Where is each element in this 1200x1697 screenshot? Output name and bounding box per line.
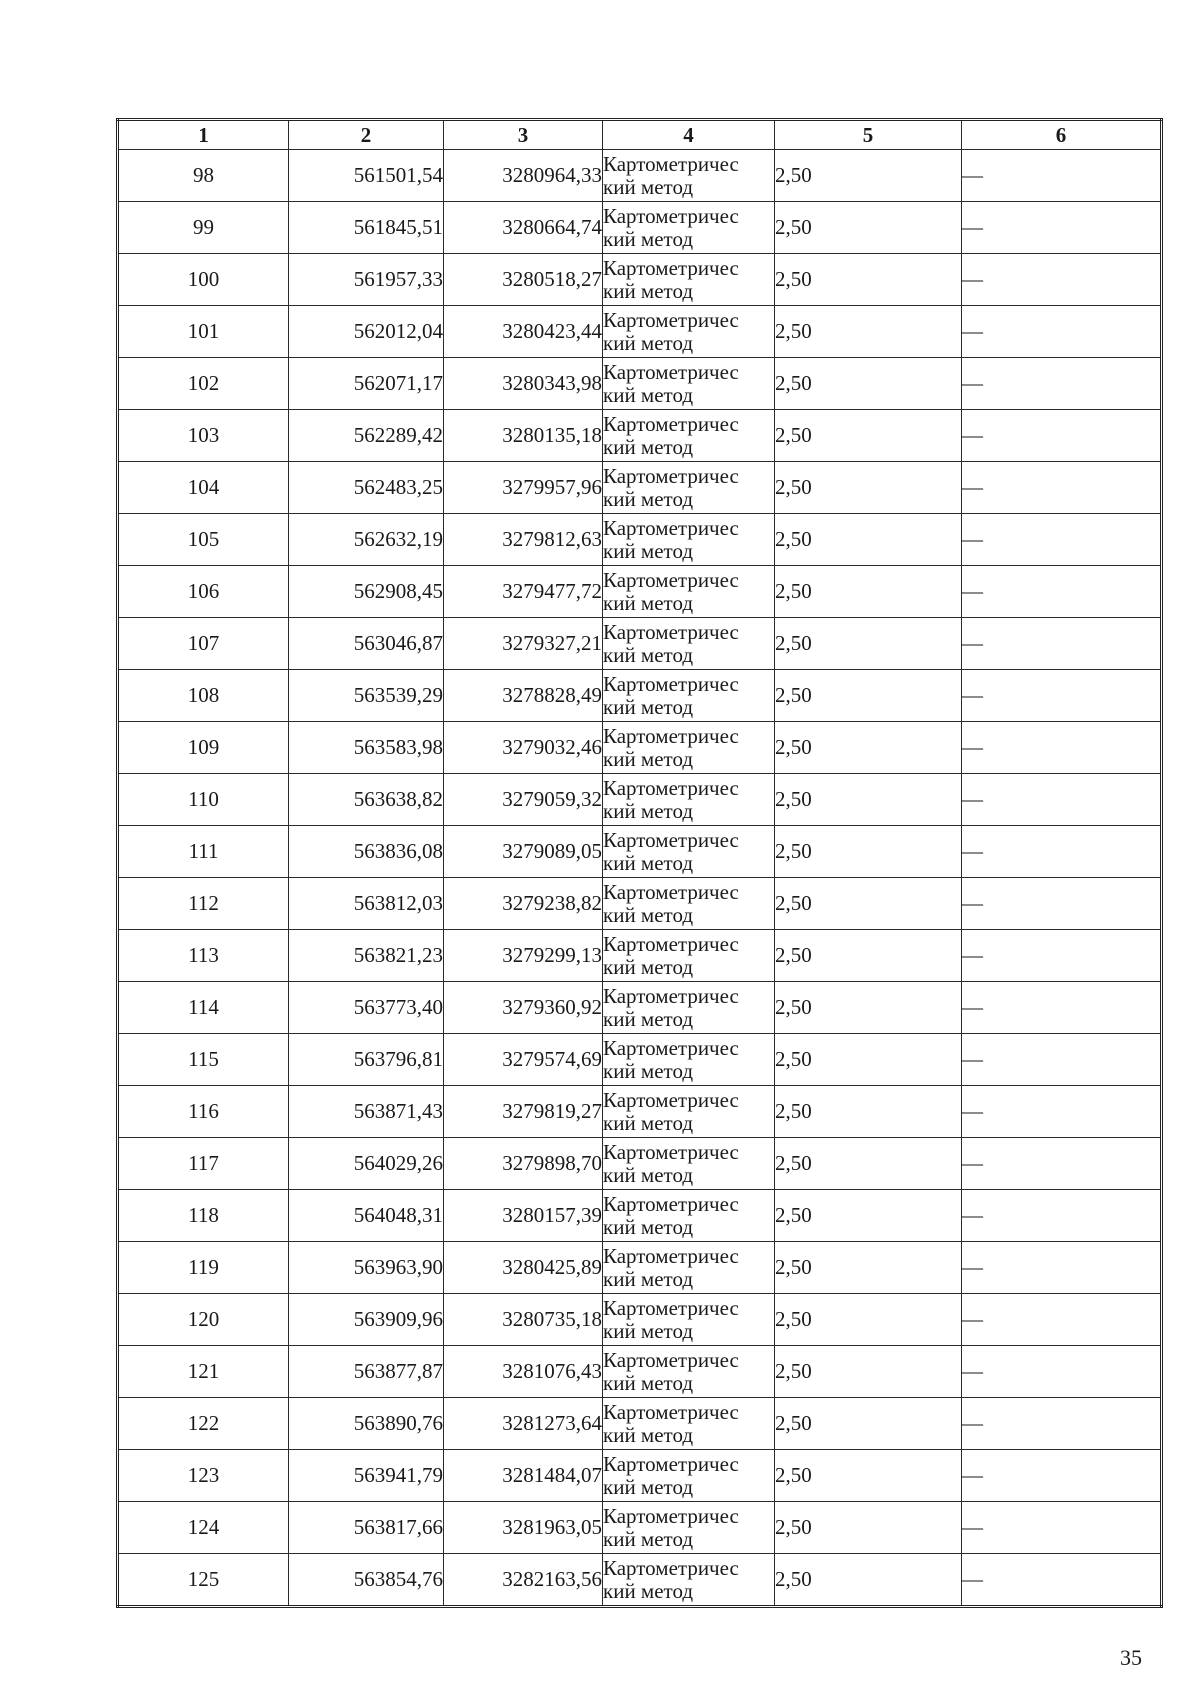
method-text-line: кий метод [603,850,694,875]
note-cell: — [962,462,1162,514]
y-coordinate-cell: 3282163,56 [444,1554,603,1607]
x-coordinate-cell: 564048,31 [289,1190,444,1242]
note-cell: — [962,358,1162,410]
method-cell [603,514,775,566]
point-number-cell: 109 [118,722,289,774]
table-row [118,1346,1162,1398]
column-header-2: 2 [289,120,444,150]
method-text-line: кий метод [603,1058,694,1083]
method-cell [603,1190,775,1242]
y-coordinate-cell: 3279299,13 [444,930,603,982]
accuracy-cell: 2,50 [775,1502,962,1554]
method-text-line: Картометричес [603,775,739,800]
accuracy-cell: 2,50 [775,878,962,930]
method-cell [603,254,775,306]
note-cell: — [962,722,1162,774]
table-row [118,254,1162,306]
method-cell [603,774,775,826]
x-coordinate-cell: 563871,43 [289,1086,444,1138]
accuracy-cell: 2,50 [775,566,962,618]
method-text-line: Картометричес [603,827,739,852]
method-cell [603,462,775,514]
method-text-line: Картометричес [603,879,739,904]
method-cell [603,1242,775,1294]
method-text-line: Картометричес [603,411,739,436]
note-cell: — [962,254,1162,306]
method-cell [603,1294,775,1346]
method-text-line: кий метод [603,1266,694,1291]
point-number-cell: 120 [118,1294,289,1346]
accuracy-cell: 2,50 [775,826,962,878]
x-coordinate-cell: 563941,79 [289,1450,444,1502]
note-cell: — [962,1294,1162,1346]
method-text-line: Картометричес [603,671,739,696]
method-text-line: Картометричес [603,1503,739,1528]
method-text-line: кий метод [603,486,694,511]
accuracy-cell: 2,50 [775,722,962,774]
method-text-line: Картометричес [603,1555,739,1580]
x-coordinate-cell: 561845,51 [289,202,444,254]
method-text-line: кий метод [603,330,694,355]
method-text-line: кий метод [603,1162,694,1187]
point-number-cell: 125 [118,1554,289,1607]
table-row [118,566,1162,618]
y-coordinate-cell: 3281273,64 [444,1398,603,1450]
point-number-cell: 104 [118,462,289,514]
coordinates-table [116,118,1163,1608]
point-number-cell: 119 [118,1242,289,1294]
table-row [118,202,1162,254]
accuracy-cell: 2,50 [775,306,962,358]
accuracy-cell: 2,50 [775,202,962,254]
note-cell: — [962,826,1162,878]
point-number-cell: 122 [118,1398,289,1450]
point-number-cell: 99 [118,202,289,254]
note-cell: — [962,306,1162,358]
point-number-cell: 112 [118,878,289,930]
note-cell: — [962,1502,1162,1554]
method-text-line: кий метод [603,382,694,407]
method-cell [603,358,775,410]
y-coordinate-cell: 3279574,69 [444,1034,603,1086]
method-cell [603,1346,775,1398]
x-coordinate-cell: 563890,76 [289,1398,444,1450]
table-row [118,1034,1162,1086]
method-text-line: Картометричес [603,359,739,384]
accuracy-cell: 2,50 [775,150,962,202]
accuracy-cell: 2,50 [775,410,962,462]
method-text-line: кий метод [603,798,694,823]
y-coordinate-cell: 3281484,07 [444,1450,603,1502]
point-number-cell: 113 [118,930,289,982]
accuracy-cell: 2,50 [775,1242,962,1294]
accuracy-cell: 2,50 [775,618,962,670]
point-number-cell: 100 [118,254,289,306]
method-text-line: Картометричес [603,307,739,332]
method-text-line: Картометричес [603,619,739,644]
accuracy-cell: 2,50 [775,930,962,982]
method-text-line: Картометричес [603,567,739,592]
accuracy-cell: 2,50 [775,1398,962,1450]
method-cell [603,930,775,982]
column-header-5: 5 [775,120,962,150]
x-coordinate-cell: 562012,04 [289,306,444,358]
method-text-line: Картометричес [603,1087,739,1112]
method-cell [603,566,775,618]
y-coordinate-cell: 3279360,92 [444,982,603,1034]
point-number-cell: 98 [118,150,289,202]
accuracy-cell: 2,50 [775,1294,962,1346]
x-coordinate-cell: 562483,25 [289,462,444,514]
table-row [118,410,1162,462]
note-cell: — [962,1138,1162,1190]
method-text-line: кий метод [603,954,694,979]
point-number-cell: 102 [118,358,289,410]
x-coordinate-cell: 563877,87 [289,1346,444,1398]
method-cell [603,618,775,670]
x-coordinate-cell: 562908,45 [289,566,444,618]
y-coordinate-cell: 3279032,46 [444,722,603,774]
note-cell: — [962,202,1162,254]
method-text-line: Картометричес [603,255,739,280]
point-number-cell: 116 [118,1086,289,1138]
note-cell: — [962,1034,1162,1086]
method-text-line: Картометричес [603,723,739,748]
y-coordinate-cell: 3278828,49 [444,670,603,722]
y-coordinate-cell: 3281076,43 [444,1346,603,1398]
header-row [118,120,1162,150]
method-text-line: Картометричес [603,151,739,176]
point-number-cell: 106 [118,566,289,618]
method-text-line: кий метод [603,1214,694,1239]
note-cell: — [962,1242,1162,1294]
table-row [118,774,1162,826]
method-text-line: Картометричес [603,1347,739,1372]
x-coordinate-cell: 563796,81 [289,1034,444,1086]
note-cell: — [962,1346,1162,1398]
note-cell: — [962,1450,1162,1502]
accuracy-cell: 2,50 [775,358,962,410]
x-coordinate-cell: 563638,82 [289,774,444,826]
x-coordinate-cell: 563836,08 [289,826,444,878]
y-coordinate-cell: 3280343,98 [444,358,603,410]
method-cell [603,1554,775,1607]
y-coordinate-cell: 3279812,63 [444,514,603,566]
accuracy-cell: 2,50 [775,254,962,306]
note-cell: — [962,150,1162,202]
point-number-cell: 121 [118,1346,289,1398]
y-coordinate-cell: 3280964,33 [444,150,603,202]
y-coordinate-cell: 3279059,32 [444,774,603,826]
table-row [118,930,1162,982]
column-header-1: 1 [118,120,289,150]
method-text-line: кий метод [603,1318,694,1343]
x-coordinate-cell: 562632,19 [289,514,444,566]
point-number-cell: 123 [118,1450,289,1502]
page-number: 35 [1120,1645,1142,1670]
table-row [118,1242,1162,1294]
note-cell: — [962,878,1162,930]
accuracy-cell: 2,50 [775,982,962,1034]
method-text-line: Картометричес [603,1191,739,1216]
accuracy-cell: 2,50 [775,774,962,826]
accuracy-cell: 2,50 [775,1034,962,1086]
method-cell [603,826,775,878]
method-cell [603,1502,775,1554]
table-row [118,514,1162,566]
method-cell [603,410,775,462]
point-number-cell: 108 [118,670,289,722]
method-text-line: Картометричес [603,983,739,1008]
x-coordinate-cell: 563854,76 [289,1554,444,1607]
method-text-line: Картометричес [603,515,739,540]
point-number-cell: 114 [118,982,289,1034]
y-coordinate-cell: 3279819,27 [444,1086,603,1138]
method-text-line: кий метод [603,278,694,303]
method-text-line: кий метод [603,590,694,615]
method-text-line: кий метод [603,642,694,667]
table-row [118,1554,1162,1607]
method-text-line: кий метод [603,1110,694,1135]
y-coordinate-cell: 3280664,74 [444,202,603,254]
accuracy-cell: 2,50 [775,1138,962,1190]
x-coordinate-cell: 563909,96 [289,1294,444,1346]
y-coordinate-cell: 3280157,39 [444,1190,603,1242]
method-cell [603,1086,775,1138]
note-cell: — [962,1086,1162,1138]
x-coordinate-cell: 562289,42 [289,410,444,462]
table-row [118,1294,1162,1346]
y-coordinate-cell: 3279238,82 [444,878,603,930]
method-text-line: кий метод [603,226,694,251]
table-row [118,1502,1162,1554]
x-coordinate-cell: 563817,66 [289,1502,444,1554]
point-number-cell: 117 [118,1138,289,1190]
column-header-4: 4 [603,120,775,150]
point-number-cell: 101 [118,306,289,358]
point-number-cell: 110 [118,774,289,826]
point-number-cell: 105 [118,514,289,566]
method-text-line: Картометричес [603,463,739,488]
accuracy-cell: 2,50 [775,670,962,722]
x-coordinate-cell: 561957,33 [289,254,444,306]
accuracy-cell: 2,50 [775,462,962,514]
method-text-line: кий метод [603,1526,694,1551]
point-number-cell: 107 [118,618,289,670]
accuracy-cell: 2,50 [775,1554,962,1607]
point-number-cell: 118 [118,1190,289,1242]
note-cell: — [962,1190,1162,1242]
x-coordinate-cell: 563539,29 [289,670,444,722]
note-cell: — [962,410,1162,462]
y-coordinate-cell: 3279089,05 [444,826,603,878]
method-cell [603,1034,775,1086]
table-row [118,618,1162,670]
method-cell [603,150,775,202]
x-coordinate-cell: 563773,40 [289,982,444,1034]
method-text-line: Картометричес [603,931,739,956]
note-cell: — [962,982,1162,1034]
x-coordinate-cell: 564029,26 [289,1138,444,1190]
method-text-line: Картометричес [603,1295,739,1320]
method-cell [603,722,775,774]
table-row [118,1450,1162,1502]
accuracy-cell: 2,50 [775,1346,962,1398]
method-text-line: кий метод [603,694,694,719]
method-cell [603,670,775,722]
table-row [118,358,1162,410]
note-cell: — [962,618,1162,670]
accuracy-cell: 2,50 [775,514,962,566]
method-text-line: Картометричес [603,1243,739,1268]
table-row [118,722,1162,774]
method-text-line: кий метод [603,1006,694,1031]
point-number-cell: 111 [118,826,289,878]
table-row [118,150,1162,202]
x-coordinate-cell: 563821,23 [289,930,444,982]
method-text-line: Картометричес [603,1399,739,1424]
method-cell [603,202,775,254]
y-coordinate-cell: 3280735,18 [444,1294,603,1346]
method-text-line: Картометричес [603,203,739,228]
y-coordinate-cell: 3281963,05 [444,1502,603,1554]
note-cell: — [962,930,1162,982]
method-text-line: кий метод [603,902,694,927]
point-number-cell: 115 [118,1034,289,1086]
x-coordinate-cell: 563963,90 [289,1242,444,1294]
accuracy-cell: 2,50 [775,1086,962,1138]
method-cell [603,306,775,358]
table-row [118,1086,1162,1138]
table-row [118,878,1162,930]
method-text-line: кий метод [603,1474,694,1499]
y-coordinate-cell: 3280135,18 [444,410,603,462]
y-coordinate-cell: 3279327,21 [444,618,603,670]
accuracy-cell: 2,50 [775,1450,962,1502]
table-row [118,1138,1162,1190]
point-number-cell: 124 [118,1502,289,1554]
note-cell: — [962,670,1162,722]
table-row [118,306,1162,358]
method-text-line: кий метод [603,1578,694,1603]
y-coordinate-cell: 3279957,96 [444,462,603,514]
table-row [118,1398,1162,1450]
method-cell [603,1450,775,1502]
note-cell: — [962,514,1162,566]
x-coordinate-cell: 563812,03 [289,878,444,930]
table-row [118,1190,1162,1242]
table-row [118,982,1162,1034]
method-cell [603,878,775,930]
y-coordinate-cell: 3280423,44 [444,306,603,358]
column-header-3: 3 [444,120,603,150]
accuracy-cell: 2,50 [775,1190,962,1242]
method-cell [603,1138,775,1190]
y-coordinate-cell: 3279477,72 [444,566,603,618]
method-text-line: Картометричес [603,1139,739,1164]
table-row [118,670,1162,722]
method-text-line: кий метод [603,1370,694,1395]
method-text-line: Картометричес [603,1035,739,1060]
table-row [118,826,1162,878]
column-header-6: 6 [962,120,1162,150]
x-coordinate-cell: 563583,98 [289,722,444,774]
note-cell: — [962,566,1162,618]
note-cell: — [962,1554,1162,1607]
note-cell: — [962,774,1162,826]
method-text-line: Картометричес [603,1451,739,1476]
method-cell [603,982,775,1034]
method-cell [603,1398,775,1450]
table-body [118,150,1162,1607]
note-cell: — [962,1398,1162,1450]
y-coordinate-cell: 3280425,89 [444,1242,603,1294]
y-coordinate-cell: 3280518,27 [444,254,603,306]
method-text-line: кий метод [603,746,694,771]
method-text-line: кий метод [603,538,694,563]
method-text-line: кий метод [603,174,694,199]
x-coordinate-cell: 563046,87 [289,618,444,670]
method-text-line: кий метод [603,1422,694,1447]
table-row [118,462,1162,514]
x-coordinate-cell: 562071,17 [289,358,444,410]
y-coordinate-cell: 3279898,70 [444,1138,603,1190]
point-number-cell: 103 [118,410,289,462]
method-text-line: кий метод [603,434,694,459]
x-coordinate-cell: 561501,54 [289,150,444,202]
